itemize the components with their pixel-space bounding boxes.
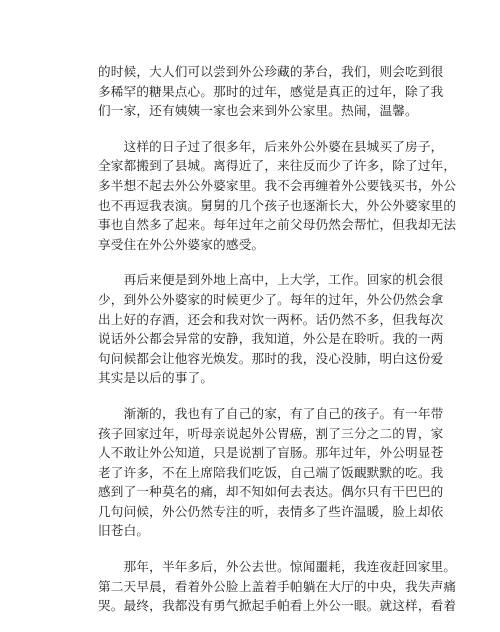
text-line: 那年，半年多后，外公去世。惊闻噩耗，我连夜赶回家里。 bbox=[98, 559, 457, 575]
text-line: 的时候，大人们可以尝到外公珍藏的茅台，我们，则会吃到很 bbox=[98, 64, 444, 79]
text-line: 这样的日子过了很多年，后来外公外婆在县城买了房子， bbox=[98, 138, 444, 154]
text-line: 们一家，还有姨姨一家也会来到外公家里。热闹，温馨。 bbox=[98, 103, 418, 119]
paragraph-2 bbox=[98, 137, 457, 255]
text-line: 第二天早晨，看着外公脸上盖着手帕躺在大厅的中央，我失声痛 bbox=[98, 578, 457, 594]
text-line: 多稀罕的糖果点心。那时的过年，感觉是真正的过年，除了我 bbox=[98, 83, 444, 99]
text-line: 也不再逗我表演。舅舅的几个孩子也逐渐长大，外公外婆家里的 bbox=[98, 197, 457, 213]
text-line: 享受住在外公外婆家的感受。 bbox=[98, 236, 265, 252]
text-line: 老了许多，不在上席陪我们吃饭，自己端了饭靦默默的吃。我 bbox=[98, 464, 444, 480]
text-line: 出上好的存酒，还会和我对饮一两杯。话仍然不多，但我每次 bbox=[98, 311, 444, 327]
text-line: 其实是以后的事了。 bbox=[98, 370, 214, 386]
paragraph-1 bbox=[98, 62, 444, 121]
document-page bbox=[98, 62, 457, 632]
text-line: 说话外公都会异常的安静，我知道，外公是在聆听。我的一两 bbox=[98, 331, 444, 347]
text-line: 几句问候，外公仍然专注的听，表情多了些许温暖，脸上却依 bbox=[98, 503, 444, 519]
text-line: 句问候都会让他容光焕发。那时的我，没心没肺，明白这份爱 bbox=[98, 350, 444, 366]
text-line: 旧苍白。 bbox=[98, 523, 150, 539]
paragraph-3 bbox=[98, 270, 444, 388]
text-line: 多半想不起去外公外婆家里。我不会再缠着外公要钱买书，外公 bbox=[98, 177, 457, 193]
text-line: 哭。最终，我都没有勇气掀起手帕看上外公一眼。就这样，看着 bbox=[98, 598, 457, 614]
text-line: 人不敢让外公知道，只是说割了盲肠。那年过年，外公明显苍 bbox=[98, 445, 444, 461]
text-line: 全家都搬到了县城。离得近了，来往反而少了许多，除了过年， bbox=[98, 158, 457, 174]
text-line: 渐渐的，我也有了自己的家，有了自己的孩子。有一年带 bbox=[98, 405, 444, 421]
text-line: 少，到外公外婆家的时候更少了。每年的过年，外公仍然会拿 bbox=[98, 291, 444, 307]
text-line: 再后来便是到外地上高中，上大学，工作。回家的机会很 bbox=[98, 272, 444, 288]
text-line: 孩子回家过年，听母亲说起外公胃癌，割了三分之二的胃，家 bbox=[98, 425, 444, 441]
paragraph-4 bbox=[98, 404, 444, 541]
text-line: 事也自然多了起来。每年过年之前父母仍然会帮忙，但我却无法 bbox=[98, 217, 457, 233]
text-line: 感到了一种莫名的痛，却不知如何去表达。偶尔只有干巴巴的 bbox=[98, 484, 444, 500]
